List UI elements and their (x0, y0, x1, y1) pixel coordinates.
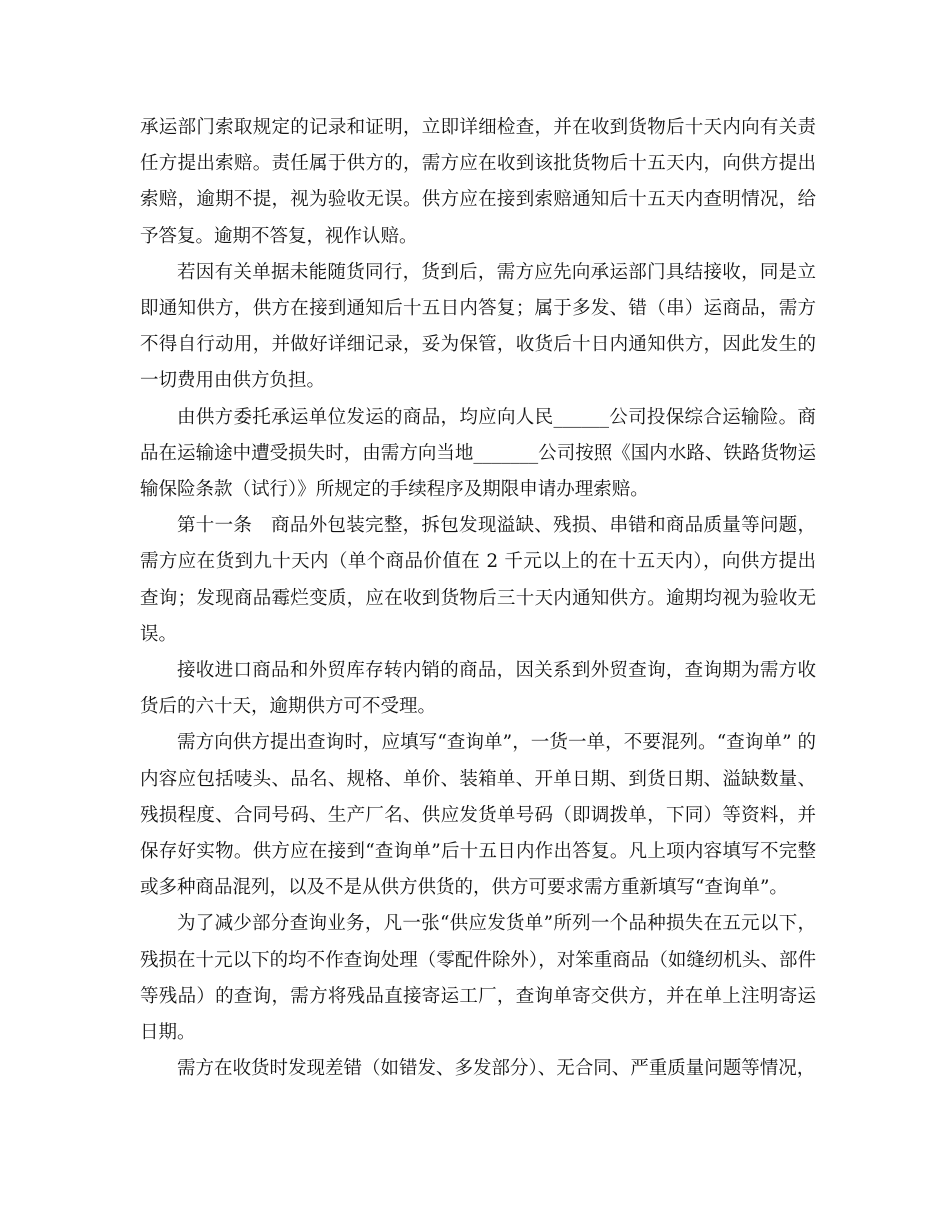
document-page (140, 110, 816, 1087)
paragraph-claim-procedure: 承运部门索取规定的记录和证明，立即详细检查，并在收到货物后十天内向有关责任方提出索赔。责任属于供方的，需方应在收到该批货物后十五天内，向供方提出索赔，逾期不提，视为验收无误。供方应在接到索赔通知后十五天内查明情况，给予答复。逾期不答复，视作认赔。 (140, 117, 816, 247)
paragraph-import-goods: 接收进口商品和外贸库存转内销的商品，因关系到外贸查询，查询期为需方收货后的六十天，逾期供方可不受理。 (140, 660, 816, 718)
paragraph-transport-insurance: 由供方委托承运单位发运的商品，均应向人民______公司投保综合运输险。商品在运输途中遭受损失时，由需方向当地_______公司按照《国内水路、铁路货物运输保险条款（试行）》所规定的手续程序及期限申请办理索赔。 (140, 406, 816, 501)
paragraph-article-eleven: 第十一条 商品外包装完整，拆包发现溢缺、残损、串错和商品质量等问题，需方应在货到九十天内（单个商品价值在 2 千元以上的在十五天内），向供方提出查询；发现商品霉烂变质，应在收到货物后三十天内通知供方。逾期均视为验收无误。 (140, 515, 816, 645)
paragraph-receiving-discrepancies: 需方在收货时发现差错（如错发、多发部分）、无合同、严重质量问题等情况， (177, 1058, 816, 1080)
paragraph-reduce-inquiries: 为了减少部分查询业务，凡一张“供应发货单”所列一个品种损失在五元以下，残损在十元以下的均不作查询处理（零配件除外），对笨重商品（如缝纫机头、部件等残品）的查询，需方将残品直接寄运工厂，查询单寄交供方，并在单上注明寄运日期。 (140, 913, 816, 1044)
paragraph-missing-documents: 若因有关单据未能随货同行，货到后，需方应先向承运部门具结接收，同是立即通知供方，供方在接到通知后十五日内答复；属于多发、错（串）运商品，需方不得自行动用，并做好详细记录，妥为保管，收货后十日内通知供方，因此发生的一切费用由供方负担。 (140, 261, 816, 392)
paragraph-inquiry-form: 需方向供方提出查询时，应填写“查询单”，一货一单，不要混列。“查询单” 的内容应包括唛头、品名、规格、单价、装箱单、开单日期、到货日期、溢缺数量、残损程度、合同号码、生产厂名、供应发货单号码（即调拨单，下同）等资料，并保存好实物。供方应在接到“查询单”后十五日内作出答复。凡上项内容填写不完整或多种商品混列，以及不是从供方供货的，供方可要求需方重新填写“查询单”。 (140, 732, 816, 899)
